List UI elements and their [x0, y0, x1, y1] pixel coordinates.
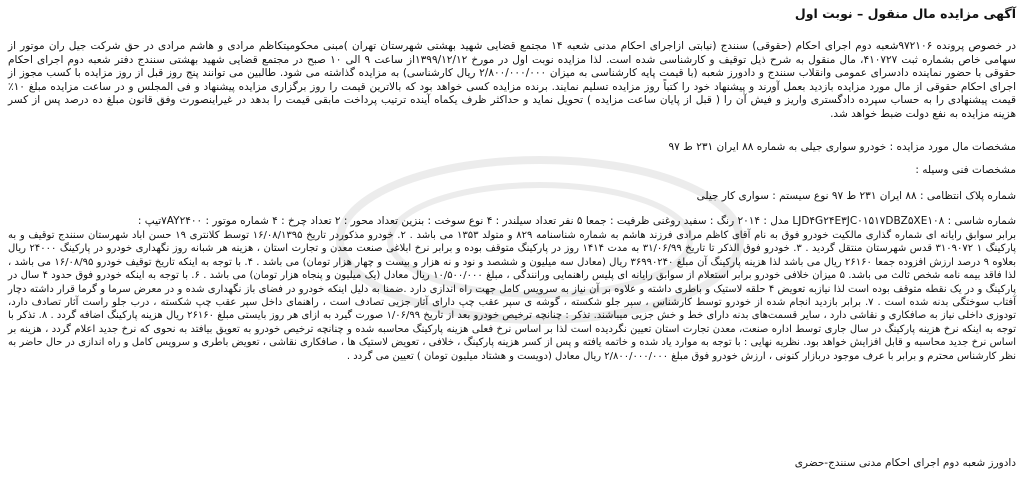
appraisal-details-paragraph: برابر سوابق رایانه ای شماره گذاری مالکیت خودرو فوق به نام آقای کاظم مرادی فرزند هاشم به شماره شناسنامه ۸۲۹ و متولد ۱۳۵۳ می باشد . ۲. خودرو مذکوردر تاریخ ۱۶/۰۸/۱۳۹۵ توسط کلانتری ۱۹ حسن اباد شهرستان سنندج توقیف و به پارکینگ ۱ ۳۱۰۹۰۷۲ قدس شهرستان منتقل گردید . ۳. خودرو فوق الذکر تا تاریخ ۳۱/۰۶/۹۹ به مدت ۱۴۱۴ روز در پارکینگ متوقف بوده و برابر نرخ ابلاغی صنعت معدن و تجارت استان ، هزینه هر شبانه روز نگهداری خودرو در پارکینگ ۲۴۰۰۰ ریال بعلاوه ۹ درصد ارزش افزوده جمعا ۲۶۱۶۰ ریال می باشد لذا هزینه پارکینگ آن مبلغ ۳۶۹۹۰۲۴۰ ریال (معادل سه میلیون و ششصد و نود و نه هزار و بیست و چهار هزار تومان) می باشد . ۴. با توجه به اینکه تاریخ توقیف خودرو ۱۶/۰۸/۹۵ می باشد ، لذا فاقد بیمه نامه شخص ثالث می باشد. ۵ میزان خلافی خودرو برابر استعلام از سوابق رایانه ای پلیس راهنمایی ورانندگی ، مبلغ ۱۰/۵۰۰/۰۰۰ ریال معادل (یک میلیون و پنجاه هزار تومان) می باشد . ۶. با توجه به اینکه خودرو فوق حدود ۴ سال در پارکینگ و در یک نقطه متوقف بوده است لذا نیازبه تعویض ۴ حلقه لاستیک و باطری داشته و علاوه بر آن نیاز به سرویس کامل جهت راه اندازی دارد .ضمنا به دلیل اینکه خودرو در فضای باز نگهداری شده و در معرض سرما و گرما قرار داشته دچار آفتاب سوختگی بدنه شده است . ۷. برابر بازدید انجام شده از خودرو توسط کارشناس ، سپر جلو شکسته ، گوشه ی سپر عقب چپ دارای آثار جزیی تصادف است ، راهنمای داخل سپر عقب چپ شکسته ، درب جلو راست آثار تصادف دارد، تودوزی داخلی نیاز به صافکاری و نقاشی دارد ، سایر قسمت‌های بدنه دارای خط و خش جزیی میباشند. تذکر : چنانچه ترخیص خودرو بعد از تاریخ ۱/۰۶/۹۹ صورت گیرد به ازای هر روز بایستی مبلغ ۲۶۱۶۰ ریال هزینه پارکینگ اضافه گردد . ۸. تذکر با توجه به اینکه نرخ هزینه پارکینگ در سال جاری توسط اداره صنعت، معدن تجارت استان تعیین نگردیده است لذا بر اساس نرخ فعلی هزینه پارکینگ محاسبه شده و چنانچه ترخیص خودرو به تعویق بیافتد به نحوی که نرخ جدید اعلام گردد ، هزینه بر اساس نرخ جدید محاسبه و قابل افزایش خواهد بود. نظریه نهایی : با توجه به موارد یاد شده و خاتمه یافته و پس از کسر هزینه پارکینگ ، خلافی ، تعویض لاستیک ها ، صافکاری نقاشی ، تعویض باطری و سرویس کامل و راه اندازی در حال حاضر به نظر کارشناس محترم و برابر با عرف موجود دربازار کنونی ، ارزش خودرو فوق مبلغ ۲/۸۰۰/۰۰۰/۰۰۰ ریال معادل (دویست و هشتاد میلیون تومان ) تعیین می گردد .	[8, 230, 1017, 362]
notice-title: آگهی مزایده مال منقول – نوبت اول	[794, 6, 1016, 21]
intro-paragraph: در خصوص پرونده ۹۷۲۱۰۶شعبه دوم اجرای احکام (حقوقی) سنندج (نیابتی ازاجرای احکام مدنی شعبه ۱۴ مجتمع قضایی شهید بهشتی شهرستان تهران )مبنی محکومیتکاظم مرادی و هاشم مرادی در حق شرکت جیل ران موتور از سهامی خاص بشماره ثبت ۴۱۰۷۲۷، مال منقول به شرح ذیل توقیف و کارشناسی شده است. لذا مزایده نوبت اول در مورخ ۱۳۹۹/۱۲/۱۲از ساعت ۹ الی ۱۰ صبح در مجتمع قضایی شهید بهشتی سنندج دفتر شعبه دوم اجرای احکام حقوقی با حضور نماینده دادسرای عمومی وانقلاب سنندج و دادورز شعبه (با قیمت پایه کارشناسی به میزان ۲/۸۰۰/۰۰۰/۰۰۰ ریال کارشناسی) به مزایده گذاشته می شود. طالبین می توانند پنج روز قبل از روز مزایده با کسب مجوز از اجرای احکام حقوقی از مال مورد مزایده بازدید بعمل آورند و پیشنهاد خود را کتباً روز مزایده تسلیم نمایند. برنده مزایده کسی خواهد بود که بالاترین قیمت را روز برگزاری مزایده پیشنهاد و فی المجلس و در ساعت مزایده مبلغ ۱۰٪ قیمت پیشنهادی را به حساب سپرده دادگستری واریز و فیش آن را ( قبل از پایان ساعت مزایده ) تحویل نماید و حداکثر ظرف یکماه آینده ترتیب پرداخت مابقی قیمت را بدهد در غیراینصورت وفق قانون مبلغ ده درصد پس از کسر هزینه مزایده به نفع دولت ضبط خواهد شد.	[8, 40, 1017, 120]
signature-line: دادورز شعبه دوم اجرای احکام مدنی سنندج-حضری	[794, 457, 1016, 469]
vehicle-tech-heading: مشخصات فنی وسیله :	[915, 164, 1016, 176]
plate-and-system-line: شماره پلاک انتظامی : ۸۸ ایران ۲۳۱ ط ۹۷ نوع سیستم : سواری کار جیلی	[696, 190, 1016, 202]
chassis-specs-line: شماره شاسی : LJD۴G۲۴E۳JC۰۱۵۱۷DBZ۵XE۱۰۸ مدل : ۲۰۱۴ رنگ : سفید روغنی ظرفیت : جمعا ۵ نفر تعداد سیلندر : ۴ نوع سوخت : بنزین تعداد محور : ۲ تعداد چرخ : ۴ شماره موتور : ۷AY۲۴۰۰تیپ :	[137, 215, 1016, 227]
property-spec-line: مشخصات مال مورد مزایده : خودرو سواری جیلی به شماره ۸۸ ایران ۲۳۱ ط ۹۷	[668, 141, 1016, 153]
